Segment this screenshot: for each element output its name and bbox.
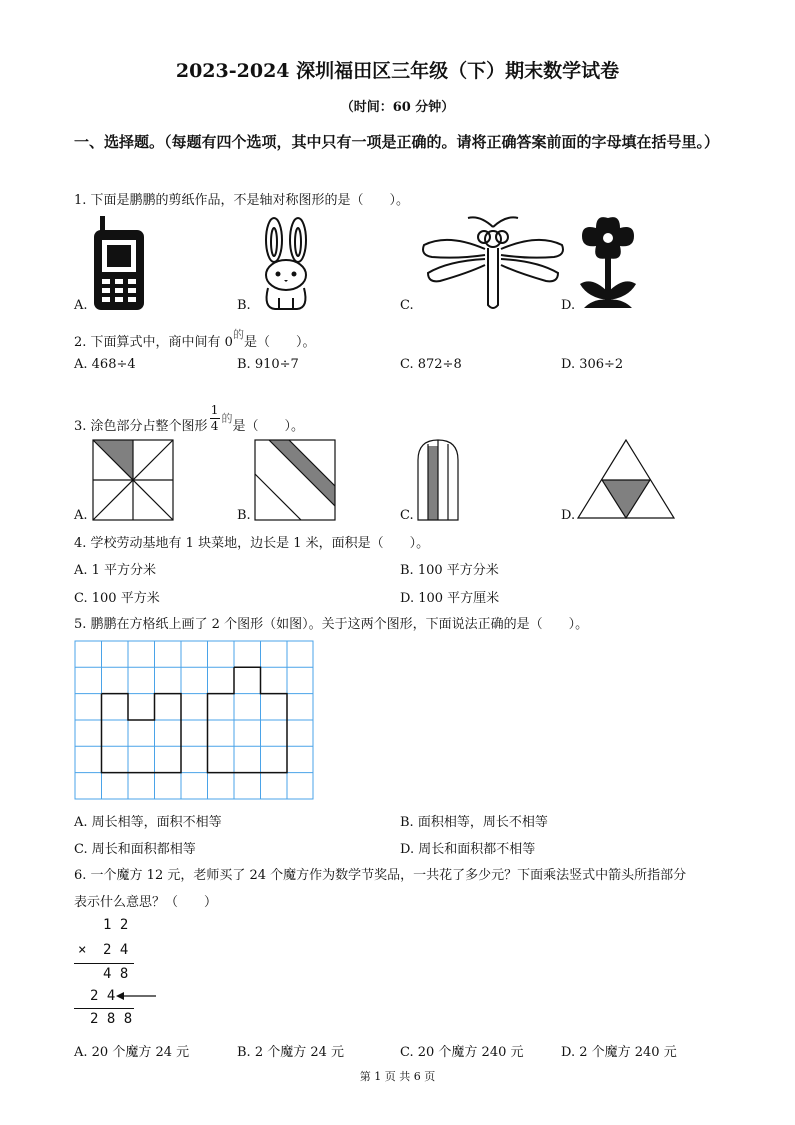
q2-option-a: A. 468÷4 <box>74 357 136 372</box>
q3-option-a: A. <box>74 508 88 523</box>
shaded-diagonal-stripe-figure <box>255 440 335 520</box>
fraction-numerator: 1 <box>210 403 219 417</box>
question-4-stem: 4. 学校劳动基地有 1 块菜地，边长是 1 米，面积是（ ）。 <box>74 536 430 551</box>
vertical-rule-2 <box>74 1008 134 1009</box>
q6-option-c: C. 20 个魔方 240 元 <box>400 1045 524 1060</box>
page-footer: 第 1 页 共 6 页 <box>359 1070 436 1083</box>
question-6-stem-line2: 表示什么意思？（ ） <box>74 895 218 910</box>
q5-option-a: A. 周长相等，面积不相等 <box>74 815 222 830</box>
q6-option-a: A. 20 个魔方 24 元 <box>74 1045 190 1060</box>
q3-option-c: C. <box>400 508 414 523</box>
phone-papercut-image <box>92 216 146 312</box>
one-quarter-fraction <box>210 404 220 433</box>
flower-papercut-image <box>578 214 638 312</box>
q3-option-b: B. <box>237 508 251 523</box>
q6-option-d: D. 2 个魔方 240 元 <box>561 1045 677 1060</box>
q4-option-c: C. 100 平方米 <box>74 591 160 606</box>
vertical-product: 2 8 8 <box>90 1011 133 1027</box>
vertical-partial-product-2: 2 4 <box>90 988 116 1004</box>
q1-option-c: C. <box>400 298 414 313</box>
q2-option-c: C. 872÷8 <box>400 357 462 372</box>
question-5-stem: 5. 鹏鹏在方格纸上画了 2 个图形（如图）。关于这两个图形，下面说法正确的是（ ）。 <box>74 617 589 632</box>
dragonfly-papercut-image <box>418 215 568 311</box>
q1-option-d: D. <box>561 298 576 313</box>
q6-option-b: B. 2 个魔方 24 元 <box>237 1045 345 1060</box>
page-title: 2023-2024 深圳福田区三年级（下）期末数学试卷 <box>175 60 620 82</box>
q5-option-d: D. 周长和面积都不相等 <box>400 842 536 857</box>
shaded-square-sectors-figure <box>93 440 173 520</box>
q4-option-a: A. 1 平方分米 <box>74 563 157 578</box>
section-heading: 一、选择题。（每题有四个选项，其中只有一项是正确的。请将正确答案前面的字母填在括号里。） <box>74 133 720 151</box>
q2-stem-part-a: 2. 下面算式中，商中间有 0 <box>74 335 233 350</box>
exam-duration: （时间：60 分钟） <box>340 100 455 115</box>
q3-stem-part-a: 3. 涂色部分占整个图形 <box>74 419 208 434</box>
question-3-stem <box>74 403 305 441</box>
shaded-arch-stripe-figure <box>418 440 458 520</box>
rabbit-papercut-image <box>255 218 317 312</box>
grid-figures-diagram <box>75 641 315 801</box>
q4-option-d: D. 100 平方厘米 <box>400 591 500 606</box>
q5-option-c: C. 周长和面积都相等 <box>74 842 196 857</box>
vertical-partial-product-1: 4 8 <box>103 966 129 982</box>
shaded-triangle-figure <box>578 440 674 520</box>
q2-option-b: B. 910÷7 <box>237 357 299 372</box>
q1-option-a: A. <box>74 298 88 313</box>
vertical-multiplicand: 1 2 <box>103 917 129 933</box>
question-2-stem <box>74 328 316 350</box>
q3-option-d: D. <box>561 508 576 523</box>
q5-option-b: B. 面积相等，周长不相等 <box>400 815 548 830</box>
question-6-stem-line1: 6. 一个魔方 12 元，老师买了 24 个魔方作为数学节奖品，一共花了多少元？下面乘法竖式中箭头所指部分 <box>74 868 687 883</box>
q2-option-d: D. 306÷2 <box>561 357 624 372</box>
q2-stem-de: 的 <box>232 328 244 341</box>
vertical-rule-1 <box>74 963 134 964</box>
q3-stem-part-b: 是（ ）。 <box>232 419 305 434</box>
question-1-stem: 1. 下面是鹏鹏的剪纸作品，不是轴对称图形的是（ ）。 <box>74 193 410 208</box>
q3-stem-de: 的 <box>221 412 233 425</box>
q4-option-b: B. 100 平方分米 <box>400 563 499 578</box>
vertical-multiplier: 2 4 <box>103 942 129 958</box>
left-arrow-icon <box>116 989 156 1003</box>
vertical-times-sign: × <box>78 942 87 958</box>
q2-stem-part-b: 是（ ）。 <box>243 335 316 350</box>
fraction-denominator: 4 <box>210 419 219 433</box>
q1-option-b: B. <box>237 298 251 313</box>
